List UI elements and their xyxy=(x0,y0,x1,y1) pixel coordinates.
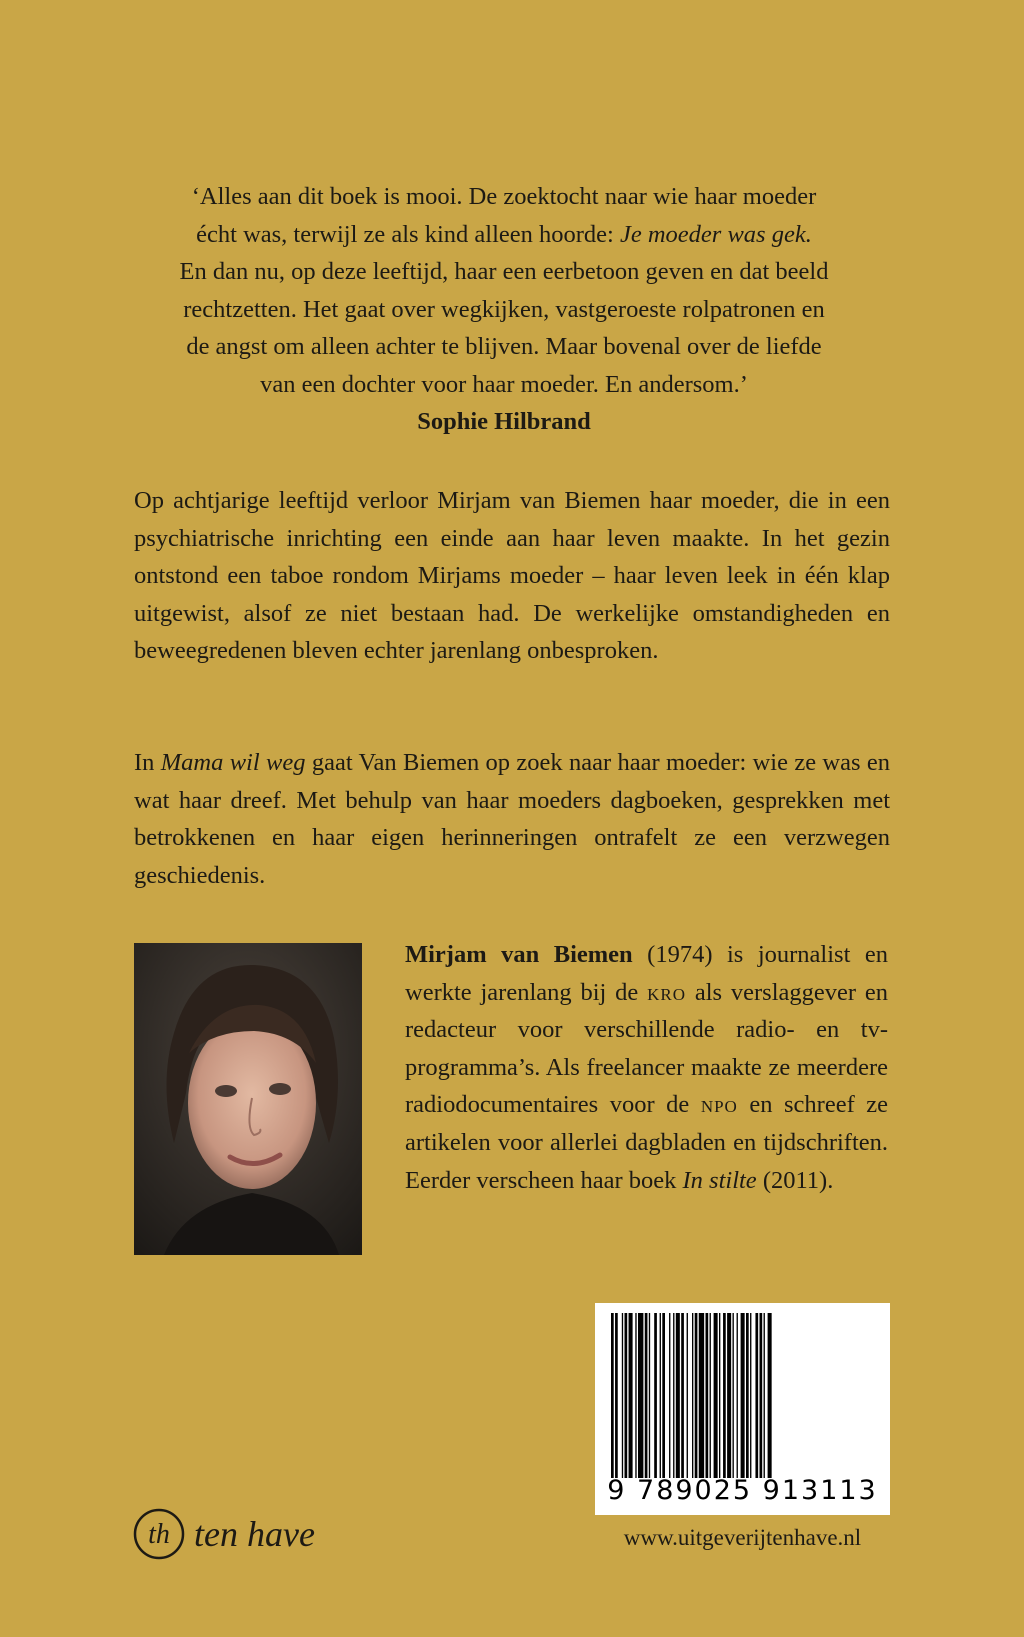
barcode-bars xyxy=(607,1313,877,1478)
quote-line-5: de angst om alleen achter te blijven. Maar bovenal over de liefde xyxy=(186,333,822,360)
barcode-bar xyxy=(676,1313,680,1478)
barcode-bar xyxy=(755,1313,758,1478)
quote-line-6: van een dochter voor haar moeder. En andersom.’ xyxy=(260,370,748,398)
quote-line-3: En dan nu, op deze leeftijd, haar een eerbetoon geven en dat beeld xyxy=(179,258,829,285)
barcode-bar xyxy=(733,1313,734,1478)
barcode-bar xyxy=(727,1313,731,1478)
bio-org-kro: kro xyxy=(647,978,687,1006)
publisher-logo xyxy=(132,1506,315,1562)
quote-line-1: ‘Alles aan dit boek is mooi. De zoektocht naar wie haar moeder xyxy=(191,183,817,210)
svg-text:th: th xyxy=(148,1519,170,1550)
barcode-bar xyxy=(706,1313,709,1478)
barcode-bar xyxy=(714,1313,718,1478)
para2-prefix: In xyxy=(134,749,161,776)
barcode-bar xyxy=(669,1313,670,1478)
quote-italic-phrase: Je moeder was gek. xyxy=(619,220,812,248)
bio-book-title: In stilte xyxy=(682,1166,757,1194)
barcode-bar xyxy=(723,1313,726,1478)
barcode-bar xyxy=(654,1313,657,1478)
barcode-bar xyxy=(699,1313,704,1478)
barcode-bar xyxy=(719,1313,720,1478)
publisher-website[interactable]: www.uitgeverijtenhave.nl xyxy=(623,1525,862,1550)
quote-line-4: rechtzetten. Het gaat over wegkijken, vastgeroeste rolpatronen en xyxy=(183,295,825,323)
barcode-bar xyxy=(638,1313,643,1478)
barcode-bar xyxy=(629,1313,633,1478)
publisher-name: ten have xyxy=(194,1514,315,1554)
barcode-bar xyxy=(645,1313,648,1478)
barcode-bar xyxy=(611,1313,614,1478)
barcode-bar xyxy=(692,1313,693,1478)
bio-part-2: als verslaggever en redacteur voor verschillende radio- en tv-programma’s. Als freelancer maakte ze meerdere radiodocumentaires voor de xyxy=(405,978,888,1119)
synopsis-paragraph-2 xyxy=(134,744,890,894)
barcode-bar xyxy=(695,1313,698,1478)
barcode-bar xyxy=(746,1313,749,1478)
barcode-bar xyxy=(625,1313,628,1478)
barcode-bar xyxy=(741,1313,745,1478)
bio-org-npo: npo xyxy=(700,1091,738,1119)
book-title: Mama wil weg xyxy=(160,749,306,776)
th-logo-icon xyxy=(132,1507,186,1561)
barcode-bar xyxy=(710,1313,711,1478)
author-bio xyxy=(405,936,888,1199)
bio-part-4: (2011). xyxy=(756,1166,834,1194)
synopsis-paragraph-1: Op achtjarige leeftijd verloor Mirjam van Biemen haar moeder, die in een psychiatrische inrichting een einde aan haar leven maakte. In het gezin ontstond een taboe rondom Mirjams moeder – haar leven leek in één klap uitgewist, alsof ze niet bestaan had. De werkelijke omstandigheden en beweegredenen bleven echter jarenlang onbesproken. xyxy=(134,487,890,665)
barcode-bar xyxy=(673,1313,674,1478)
barcode-bar xyxy=(737,1313,738,1478)
barcode-bar xyxy=(760,1313,763,1478)
barcode-bar xyxy=(649,1313,650,1478)
author-photo xyxy=(134,943,362,1255)
quote-author: Sophie Hilbrand xyxy=(417,408,591,435)
bio-part-1: (1974) is journalist en werkte jarenlang bij de xyxy=(405,941,889,1006)
isbn-barcode xyxy=(595,1303,890,1515)
para2-rest: gaat Van Biemen op zoek naar haar moeder: wie ze was en wat haar dreef. Met behulp van haar moeders dagboeken, gesprekken met betrokkenen en haar eigen herinneringen ontrafelt ze een verzwegen geschiedenis. xyxy=(134,749,890,889)
quote-line-2: écht was, terwijl ze als kind alleen hoorde: xyxy=(196,220,620,248)
barcode-bar xyxy=(660,1313,661,1478)
barcode-bar xyxy=(622,1313,623,1478)
author-portrait-image xyxy=(134,943,362,1255)
barcode-bar xyxy=(615,1313,618,1478)
barcode-bar xyxy=(687,1313,688,1478)
barcode-bar xyxy=(635,1313,636,1478)
author-name: Mirjam van Biemen xyxy=(405,941,633,968)
barcode-bar xyxy=(764,1313,765,1478)
barcode-bar xyxy=(662,1313,665,1478)
endorsement-quote xyxy=(134,178,874,441)
barcode-bar xyxy=(681,1313,684,1478)
isbn-number: 9 789025 913113 xyxy=(607,1475,878,1506)
barcode-bar xyxy=(750,1313,751,1478)
bio-part-3: en schreef ze artikelen voor allerlei dagbladen en tijdschriften. Eerder verscheen haar boek xyxy=(405,1091,888,1194)
barcode-bar xyxy=(768,1313,772,1478)
